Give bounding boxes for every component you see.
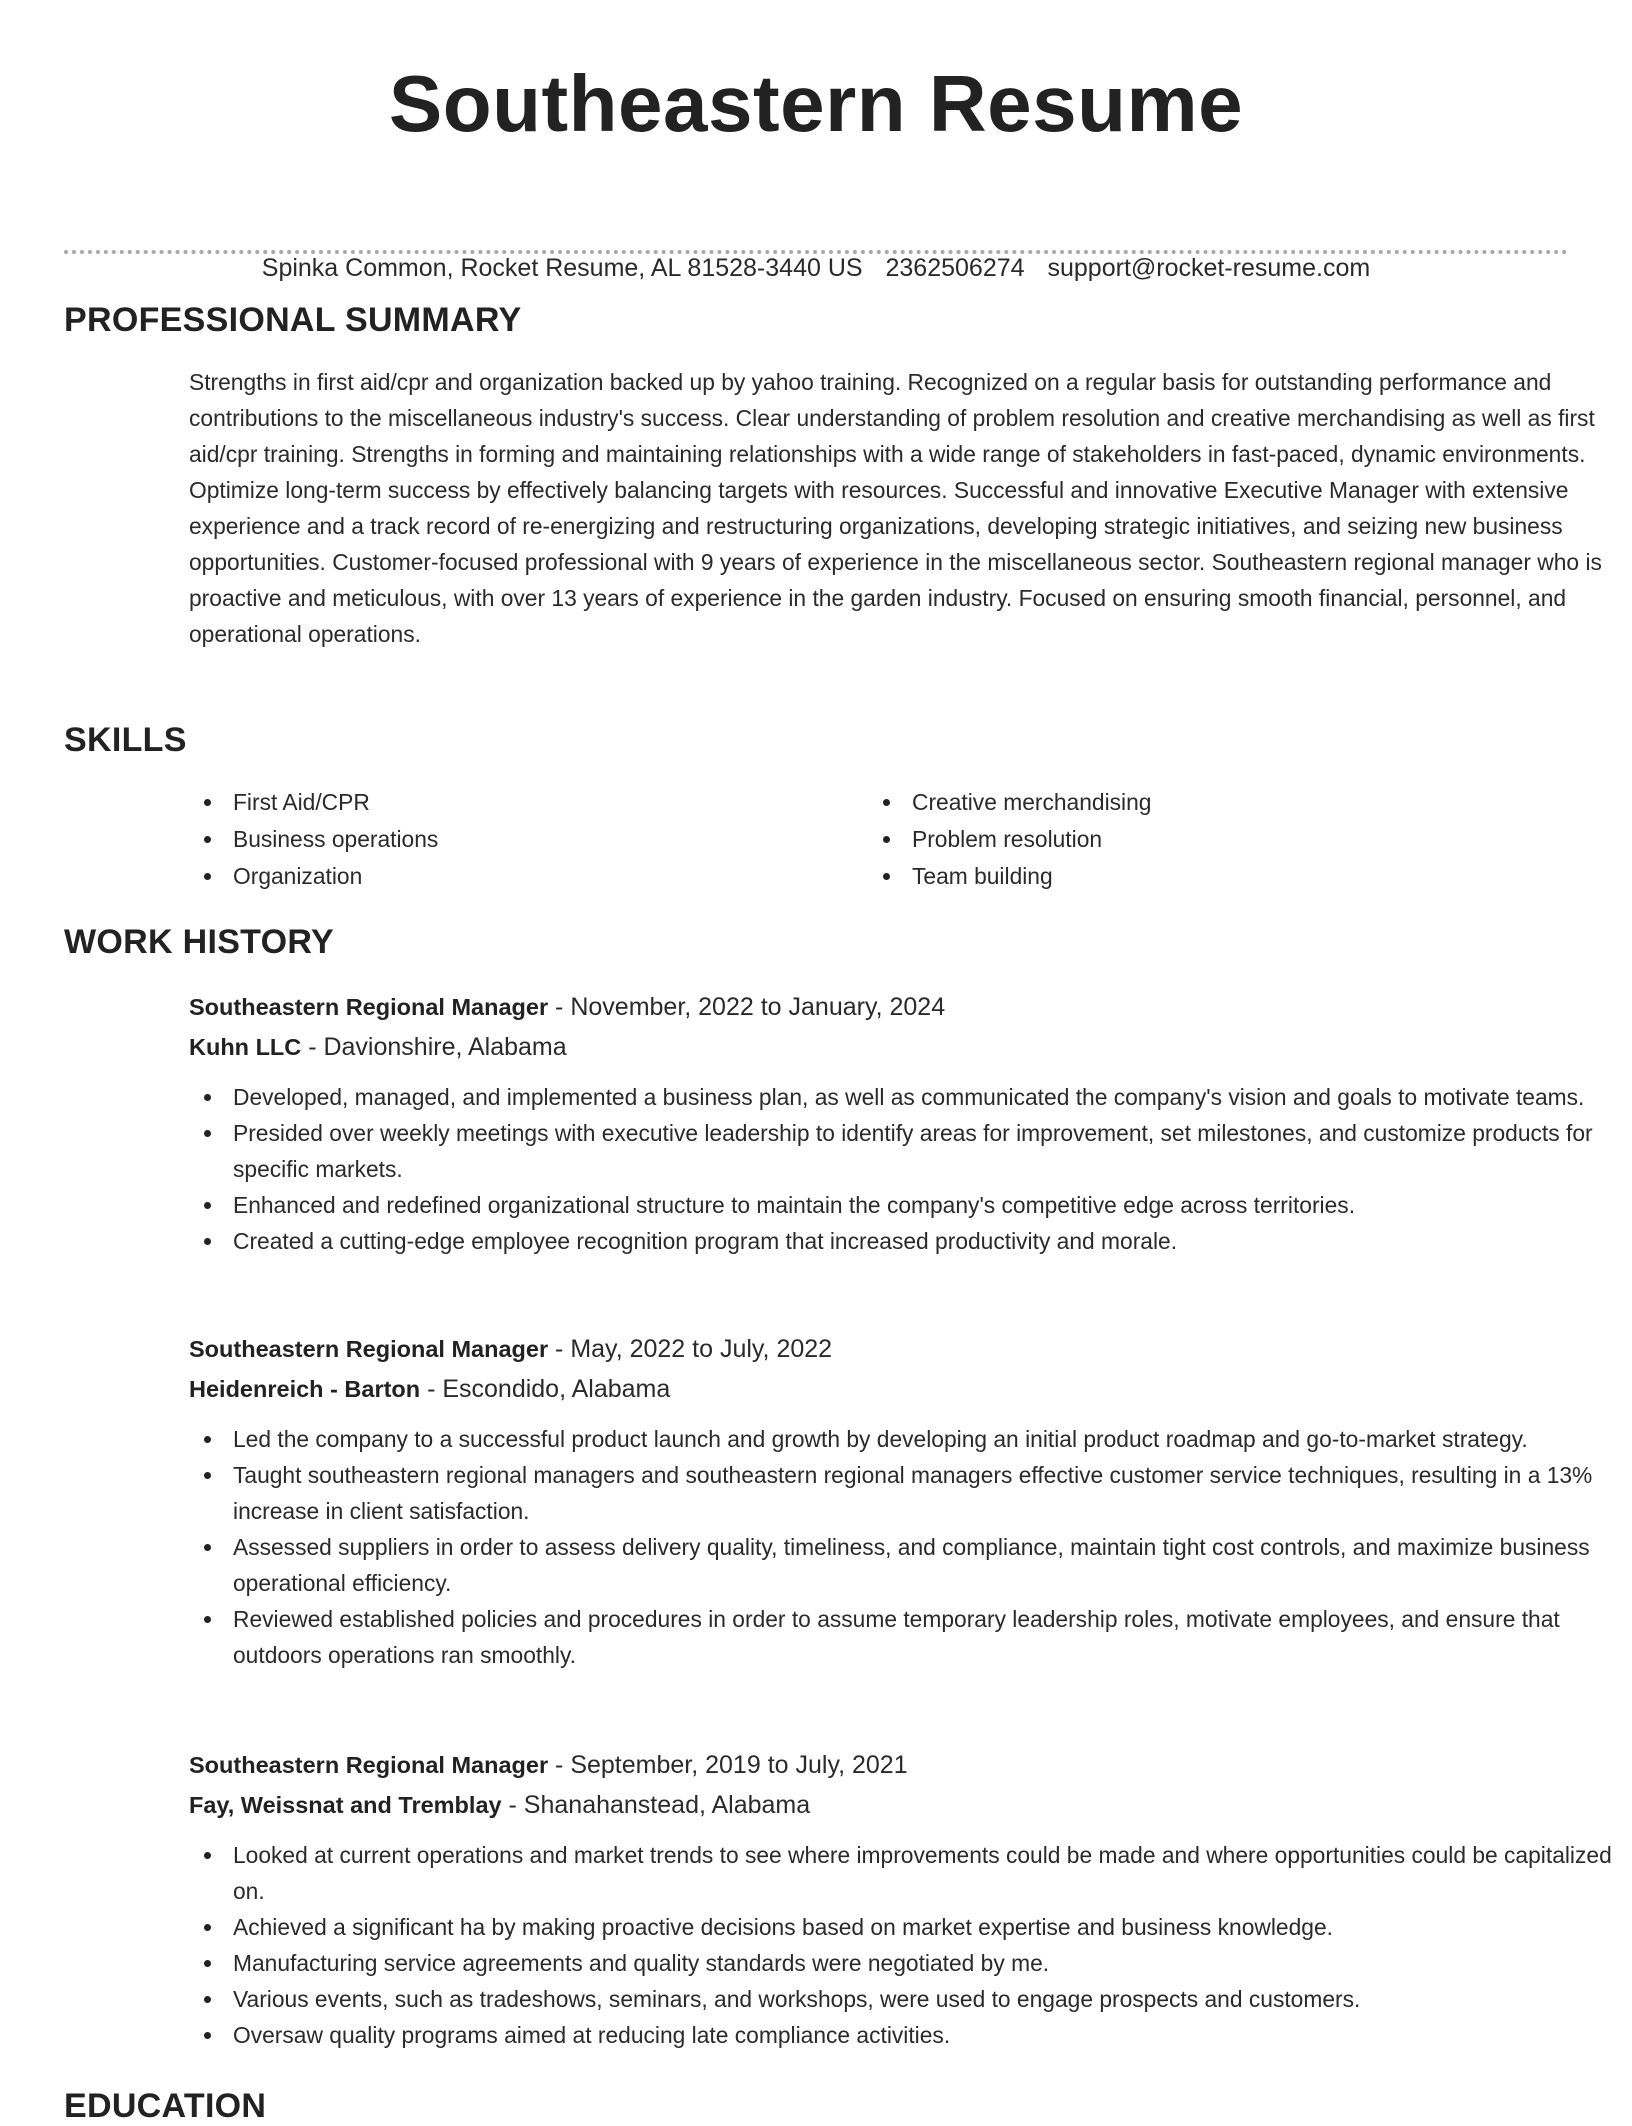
job-dates: - September, 2019 to July, 2021 [548,1751,908,1779]
job-bullet: Developed, managed, and implemented a business plan, as well as communicated the company's vision and goals to motivate teams. [189,1079,1629,1115]
job-title-line [189,1745,1629,1785]
job-bullet: Enhanced and redefined organizational structure to maintain the company's competitive edge across territories. [189,1187,1629,1223]
education-heading: EDUCATION [64,2087,267,2125]
job-location: - Shanahanstead, Alabama [501,1791,811,1819]
job-role: Southeastern Regional Manager [189,994,549,1020]
summary-text: Strengths in first aid/cpr and organization backed up by yahoo training. Recognized on a regular basis for outstanding performance and contributions to the miscellaneous industry's success. Clear understanding of problem resolution and creative merchandising as well as first aid/cpr training. Strengths in forming and maintaining relationships with a wide range of stakeholders in fast-paced, dynamic environments. Optimize long-term success by effectively balancing targets with resources. Successful and innovative Executive Manager with extensive experience and a track record of re-energizing and restructuring organizations, developing strategic initiatives, and seizing new business opportunities. Customer-focused professional with 9 years of experience in the miscellaneous sector. Southeastern regional manager who is proactive and meticulous, with over 13 years of experience in the garden industry. Focused on ensuring smooth financial, personnel, and operational operations. [189,369,1602,647]
job-bullets [189,1079,1629,1259]
contact-line [64,252,1568,284]
contact-phone: 2362506274 [885,254,1025,282]
job-entry [189,987,1629,1259]
job-title-line [189,987,1629,1027]
job-role: Southeastern Regional Manager [189,1336,549,1362]
job-entry [189,1329,1629,1673]
contact-address: Spinka Common, Rocket Resume, AL 81528-3440 US [261,254,863,282]
job-role: Southeastern Regional Manager [189,1752,549,1778]
skills-list-right [868,784,1151,895]
skill-item: Business operations [189,821,438,858]
resume-name: Southeastern Resume [388,59,1244,148]
skills-list-left [189,784,438,895]
work-heading: WORK HISTORY [64,923,334,961]
job-company-line [189,1027,1629,1067]
resume-page [64,0,1612,2125]
skill-item: Problem resolution [868,821,1151,858]
job-company-line [189,1785,1629,1825]
job-bullet: Oversaw quality programs aimed at reducing late compliance activities. [189,2017,1629,2053]
job-bullet: Created a cutting-edge employee recognition program that increased productivity and morale. [189,1223,1629,1259]
skill-item: First Aid/CPR [189,784,438,821]
job-dates: - May, 2022 to July, 2022 [548,1335,833,1363]
job-company: Kuhn LLC [189,1034,302,1060]
job-company: Heidenreich - Barton [189,1376,421,1402]
contact-email: support@rocket-resume.com [1047,254,1371,282]
job-bullets [189,1837,1629,2053]
job-bullet: Various events, such as tradeshows, seminars, and workshops, were used to engage prospects and customers. [189,1981,1629,2017]
skill-item: Organization [189,858,438,895]
job-bullet: Taught southeastern regional managers and southeastern regional managers effective customer service techniques, resulting in a 13% increase in client satisfaction. [189,1457,1629,1529]
job-bullet: Led the company to a successful product launch and growth by developing an initial product roadmap and go-to-market strategy. [189,1421,1629,1457]
job-bullet: Presided over weekly meetings with executive leadership to identify areas for improvement, set milestones, and customize products for specific markets. [189,1115,1629,1187]
summary-heading: PROFESSIONAL SUMMARY [64,301,522,339]
job-bullet: Reviewed established policies and procedures in order to assume temporary leadership roles, motivate employees, and ensure that outdoors operations ran smoothly. [189,1601,1629,1673]
skill-item: Creative merchandising [868,784,1151,821]
job-dates: - November, 2022 to January, 2024 [548,993,946,1021]
job-bullet: Manufacturing service agreements and quality standards were negotiated by me. [189,1945,1629,1981]
skill-item: Team building [868,858,1151,895]
job-bullet: Achieved a significant ha by making proactive decisions based on market expertise and business knowledge. [189,1909,1629,1945]
header-divider [64,250,1568,254]
job-entry [189,1745,1629,2053]
job-bullet: Assessed suppliers in order to assess delivery quality, timeliness, and compliance, maintain tight cost controls, and maximize business operational efficiency. [189,1529,1629,1601]
job-company: Fay, Weissnat and Tremblay [189,1792,502,1818]
job-title-line [189,1329,1629,1369]
job-company-line [189,1369,1629,1409]
job-bullets [189,1421,1629,1673]
job-location: - Escondido, Alabama [420,1375,671,1403]
job-location: - Davionshire, Alabama [301,1033,567,1061]
job-bullet: Looked at current operations and market trends to see where improvements could be made and where opportunities could be capitalized on. [189,1837,1629,1909]
skills-heading: SKILLS [64,721,187,759]
